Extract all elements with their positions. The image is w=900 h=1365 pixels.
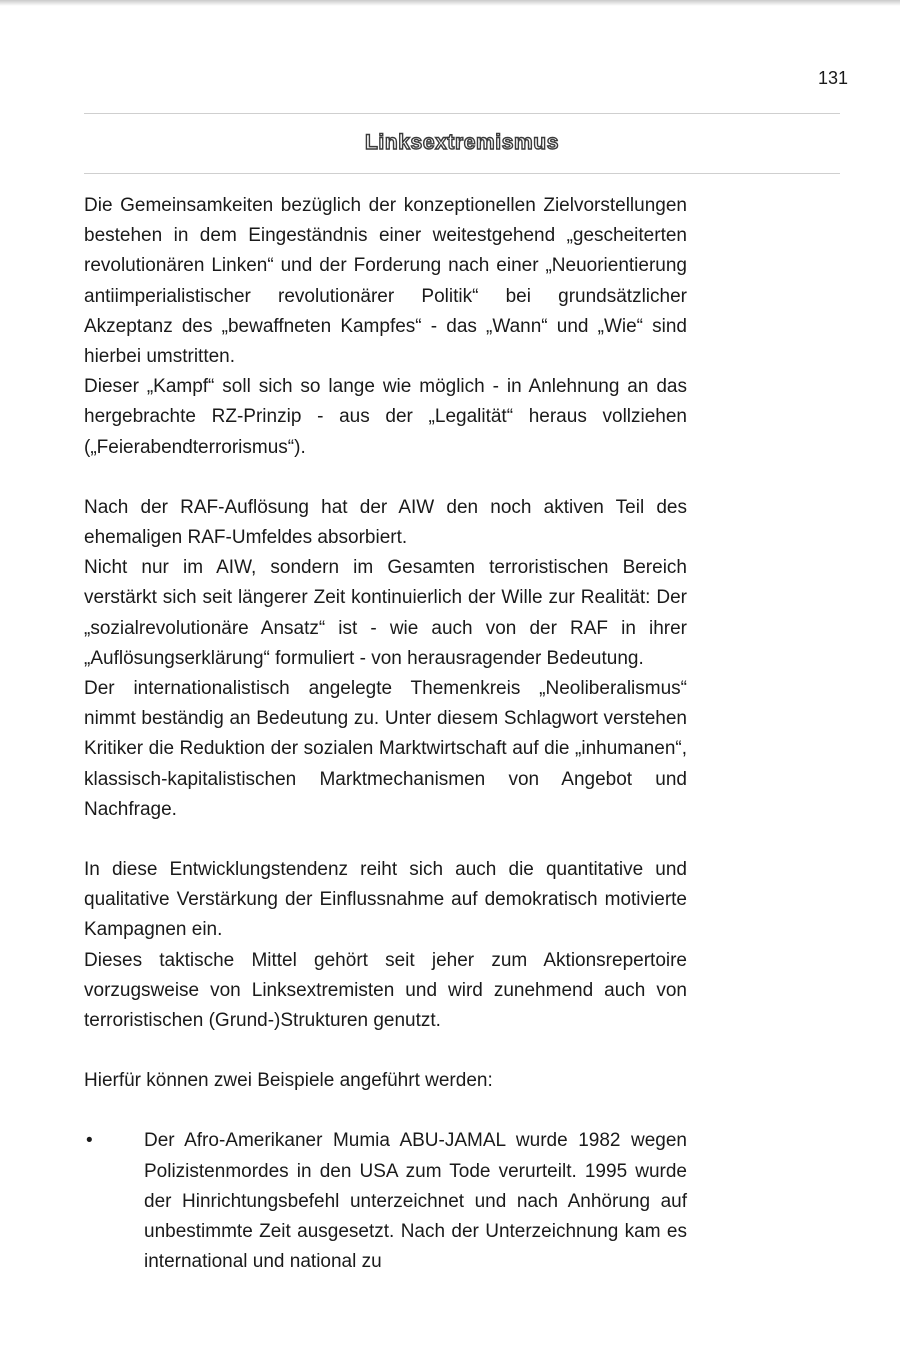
bullet-icon: • bbox=[86, 1130, 93, 1152]
body-text bbox=[84, 191, 687, 1278]
paragraph-gap bbox=[84, 463, 687, 493]
page-number: 131 bbox=[817, 68, 848, 88]
header-rule-bottom bbox=[84, 173, 840, 174]
paragraph: Nicht nur im AIW, sondern im Gesamten terroristischen Bereich verstärkt sich seit längerer Zeit kontinuierlich der Wille zur Realität: Der „sozialrevolutionäre Ansatz“ ist - wie auch von der RAF in ihrer „Auflösungserklärung“ formuliert - von herausragender Bedeutung. bbox=[84, 557, 687, 669]
paragraph: In diese Entwicklungstendenz reiht sich auch die quantitative und qualitative Verstärkung der Einflussnahme auf demokratisch motivierte Kampagnen ein. bbox=[84, 859, 687, 941]
list-item bbox=[84, 1126, 687, 1277]
paragraph: Nach der RAF-Auflösung hat der AIW den noch aktiven Teil des ehemaligen RAF-Umfeldes absorbiert. bbox=[84, 496, 687, 549]
paragraph: Dieses taktische Mittel gehört seit jeher zum Aktionsrepertoire vorzugsweise von Linksextremisten und wird zunehmend auch von terroristischen (Grund-)Strukturen genutzt. bbox=[84, 949, 687, 1032]
paragraph: Hierfür können zwei Beispiele angeführt werden: bbox=[84, 1070, 493, 1092]
paragraph: Dieser „Kampf“ soll sich so lange wie möglich - in Anlehnung an das hergebrachte RZ-Prinzip - aus der „Legalität“ heraus vollziehen („Feierabendterrorismus“). bbox=[84, 376, 687, 458]
paragraph-gap bbox=[84, 1096, 687, 1126]
paragraph: Die Gemeinsamkeiten bezüglich der konzeptionellen Zielvorstellungen bestehen in dem Eingeständnis einer weitestgehend „gescheiterten revolutionären Linken“ und der Forderung nach einer „Neuorientierung antiimperialistischer revolutionärer Politik“ bei grundsätzlicher Akzeptanz des „bewaffneten Kampfes“ - das „Wann“ und „Wie“ sind hierbei umstritten. bbox=[84, 195, 687, 368]
paragraph-gap bbox=[84, 825, 687, 855]
header-rule-top bbox=[84, 113, 840, 114]
scan-edge-shadow bbox=[0, 0, 900, 6]
list-item-text: Der Afro-Amerikaner Mumia ABU-JAMAL wurde 1982 wegen Polizistenmordes in den USA zum Tode verurteilt. 1995 wurde der Hinrichtungsbefehl unterzeichnet und nach Anhörung auf unbestimmte Zeit ausgesetzt. Nach der Unterzeichnung kam es international und national zu bbox=[144, 1130, 687, 1273]
section-title: Linksextremismus bbox=[364, 131, 560, 154]
paragraph: Der internationalistisch angelegte Themenkreis „Neoliberalismus“ nimmt beständig an Bedeutung zu. Unter diesem Schlagwort verstehen Kritiker die Reduktion der sozialen Marktwirtschaft auf die „inhumanen“, klassisch-kapitalistischen Marktmechanismen von Angebot und Nachfrage. bbox=[84, 678, 687, 820]
paragraph-gap bbox=[84, 1036, 687, 1066]
